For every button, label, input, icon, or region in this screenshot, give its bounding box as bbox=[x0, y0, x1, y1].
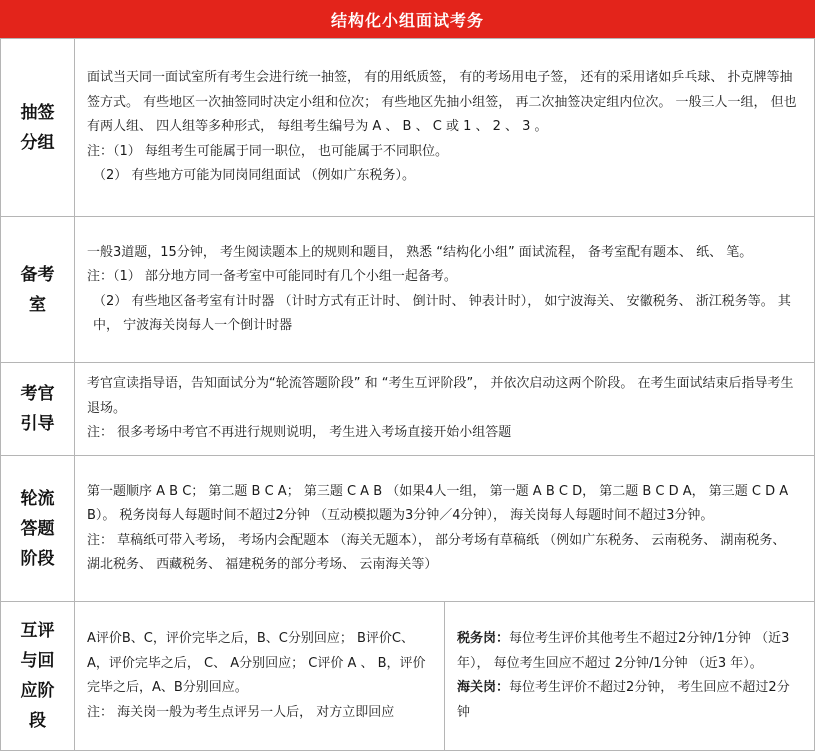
paragraph: A评价B、C，评价完毕之后，B、C分别回应； B评价C、A，评价完毕之后， C、 A分别回应； C评价 A 、 B，评价完毕之后，A、B分别回应。 bbox=[87, 631, 426, 695]
row-content-left bbox=[75, 602, 445, 751]
row-label-line: 备考 bbox=[20, 264, 55, 285]
row-label bbox=[1, 363, 75, 456]
timing-rule bbox=[457, 627, 802, 676]
row-label bbox=[1, 217, 75, 363]
row-label-line: 分组 bbox=[20, 132, 55, 153]
row-content bbox=[75, 456, 815, 602]
paragraph: 一般3道题，15分钟， 考生阅读题本上的规则和题目， 熟悉 “结构化小组” 面试流程， 备考室配有题本、 纸、 笔。 bbox=[87, 244, 753, 260]
table-row bbox=[1, 363, 815, 456]
paragraph: 面试当天同一面试室所有考生会进行统一抽签， 有的用纸质签， 有的考场用电子签， 还有的采用诸如乒乓球、 扑克牌等抽签方式。 有些地区一次抽签同时决定小组和位次； 有些地区先抽小组签， 再二次抽签决定组内位次。 一般三人一组， 但也有两人组、 四人组等多种形式， 每组考生编号为 A 、 B 、 C 或 1 、 2 、 3 。 bbox=[87, 70, 797, 135]
table-row bbox=[1, 217, 815, 363]
row-label bbox=[1, 456, 75, 602]
row-content bbox=[75, 39, 815, 217]
row-content bbox=[75, 363, 815, 456]
row-label-line: 引导 bbox=[20, 414, 55, 434]
rule-text: 每位考生评价其他考生不超过2分钟/1分钟 （近3年）， 每位考生回应不超过 2分钟/1分钟 （近3 年）。 bbox=[457, 631, 790, 671]
row-label-line: 阶段 bbox=[20, 548, 55, 569]
row-label-line: 轮流 bbox=[20, 488, 55, 509]
exam-procedure-table bbox=[0, 38, 815, 751]
paragraph: 第一题顺序 A B C； 第二题 B C A； 第三题 C A B （如果4人一组， 第一题 A B C D， 第二题 B C D A， 第三题 C D A B）。 税务岗每人每题时间不超过2分钟 （互动模拟题为3分钟／4分钟）， 海关岗每人每题时间不超过3分钟。 bbox=[87, 483, 789, 523]
note: 注：（1） 部分地方同一备考室中可能同时有几个小组一起备考。 bbox=[87, 269, 457, 284]
row-label-line: 室 bbox=[29, 294, 46, 315]
table-row bbox=[1, 39, 815, 217]
row-label bbox=[1, 602, 75, 751]
row-label-line: 段 bbox=[29, 711, 46, 731]
table-row bbox=[1, 456, 815, 602]
row-content bbox=[75, 217, 815, 363]
row-label-line: 考官 bbox=[20, 384, 55, 404]
rule-heading: 税务岗： bbox=[457, 631, 510, 646]
note: 注： 很多考场中考官不再进行规则说明， 考生进入考场直接开始小组答题 bbox=[87, 425, 512, 441]
table-row bbox=[1, 602, 815, 751]
note: 注：（1） 每组考生可能属于同一职位， 也可能属于不同职位。 bbox=[87, 143, 449, 159]
note: （2） 有些地区备考室有计时器 （计时方式有正计时、 倒计时、 钟表计时）， 如宁波海关、 安徽税务、 浙江税务等。 其中， 宁波海关岗每人一个倒计时器 bbox=[93, 293, 791, 333]
row-label-line: 互评 bbox=[20, 621, 55, 641]
timing-rule bbox=[457, 676, 802, 725]
note: 注： 草稿纸可带入考场， 考场内会配题本 （海关无题本）， 部分考场有草稿纸 （例如广东税务、 云南税务、 湖南税务、 湖北税务、 西藏税务、 福建税务的部分考场、 云南海关等） bbox=[87, 532, 786, 572]
page-title: 结构化小组面试考务 bbox=[0, 0, 815, 38]
row-content-right bbox=[445, 602, 815, 751]
rule-heading: 海关岗： bbox=[457, 680, 510, 695]
rule-text: 每位考生评价不超过2分钟， 考生回应不超过2分钟 bbox=[457, 680, 790, 720]
row-label-line: 答题 bbox=[20, 518, 55, 539]
row-label-line: 应阶 bbox=[20, 681, 55, 701]
row-label bbox=[1, 39, 75, 217]
note: 注： 海关岗一般为考生点评另一人后， 对方立即回应 bbox=[87, 704, 395, 720]
row-label-line: 与回 bbox=[20, 651, 55, 671]
row-label-line: 抽签 bbox=[20, 102, 55, 123]
note: （2） 有些地方可能为同岗同组面试 （例如广东税务）。 bbox=[93, 168, 416, 184]
paragraph: 考官宣读指导语，告知面试分为“轮流答题阶段” 和 “考生互评阶段”， 并依次启动这两个阶段。 在考生面试结束后指导考生退场。 bbox=[87, 376, 794, 416]
